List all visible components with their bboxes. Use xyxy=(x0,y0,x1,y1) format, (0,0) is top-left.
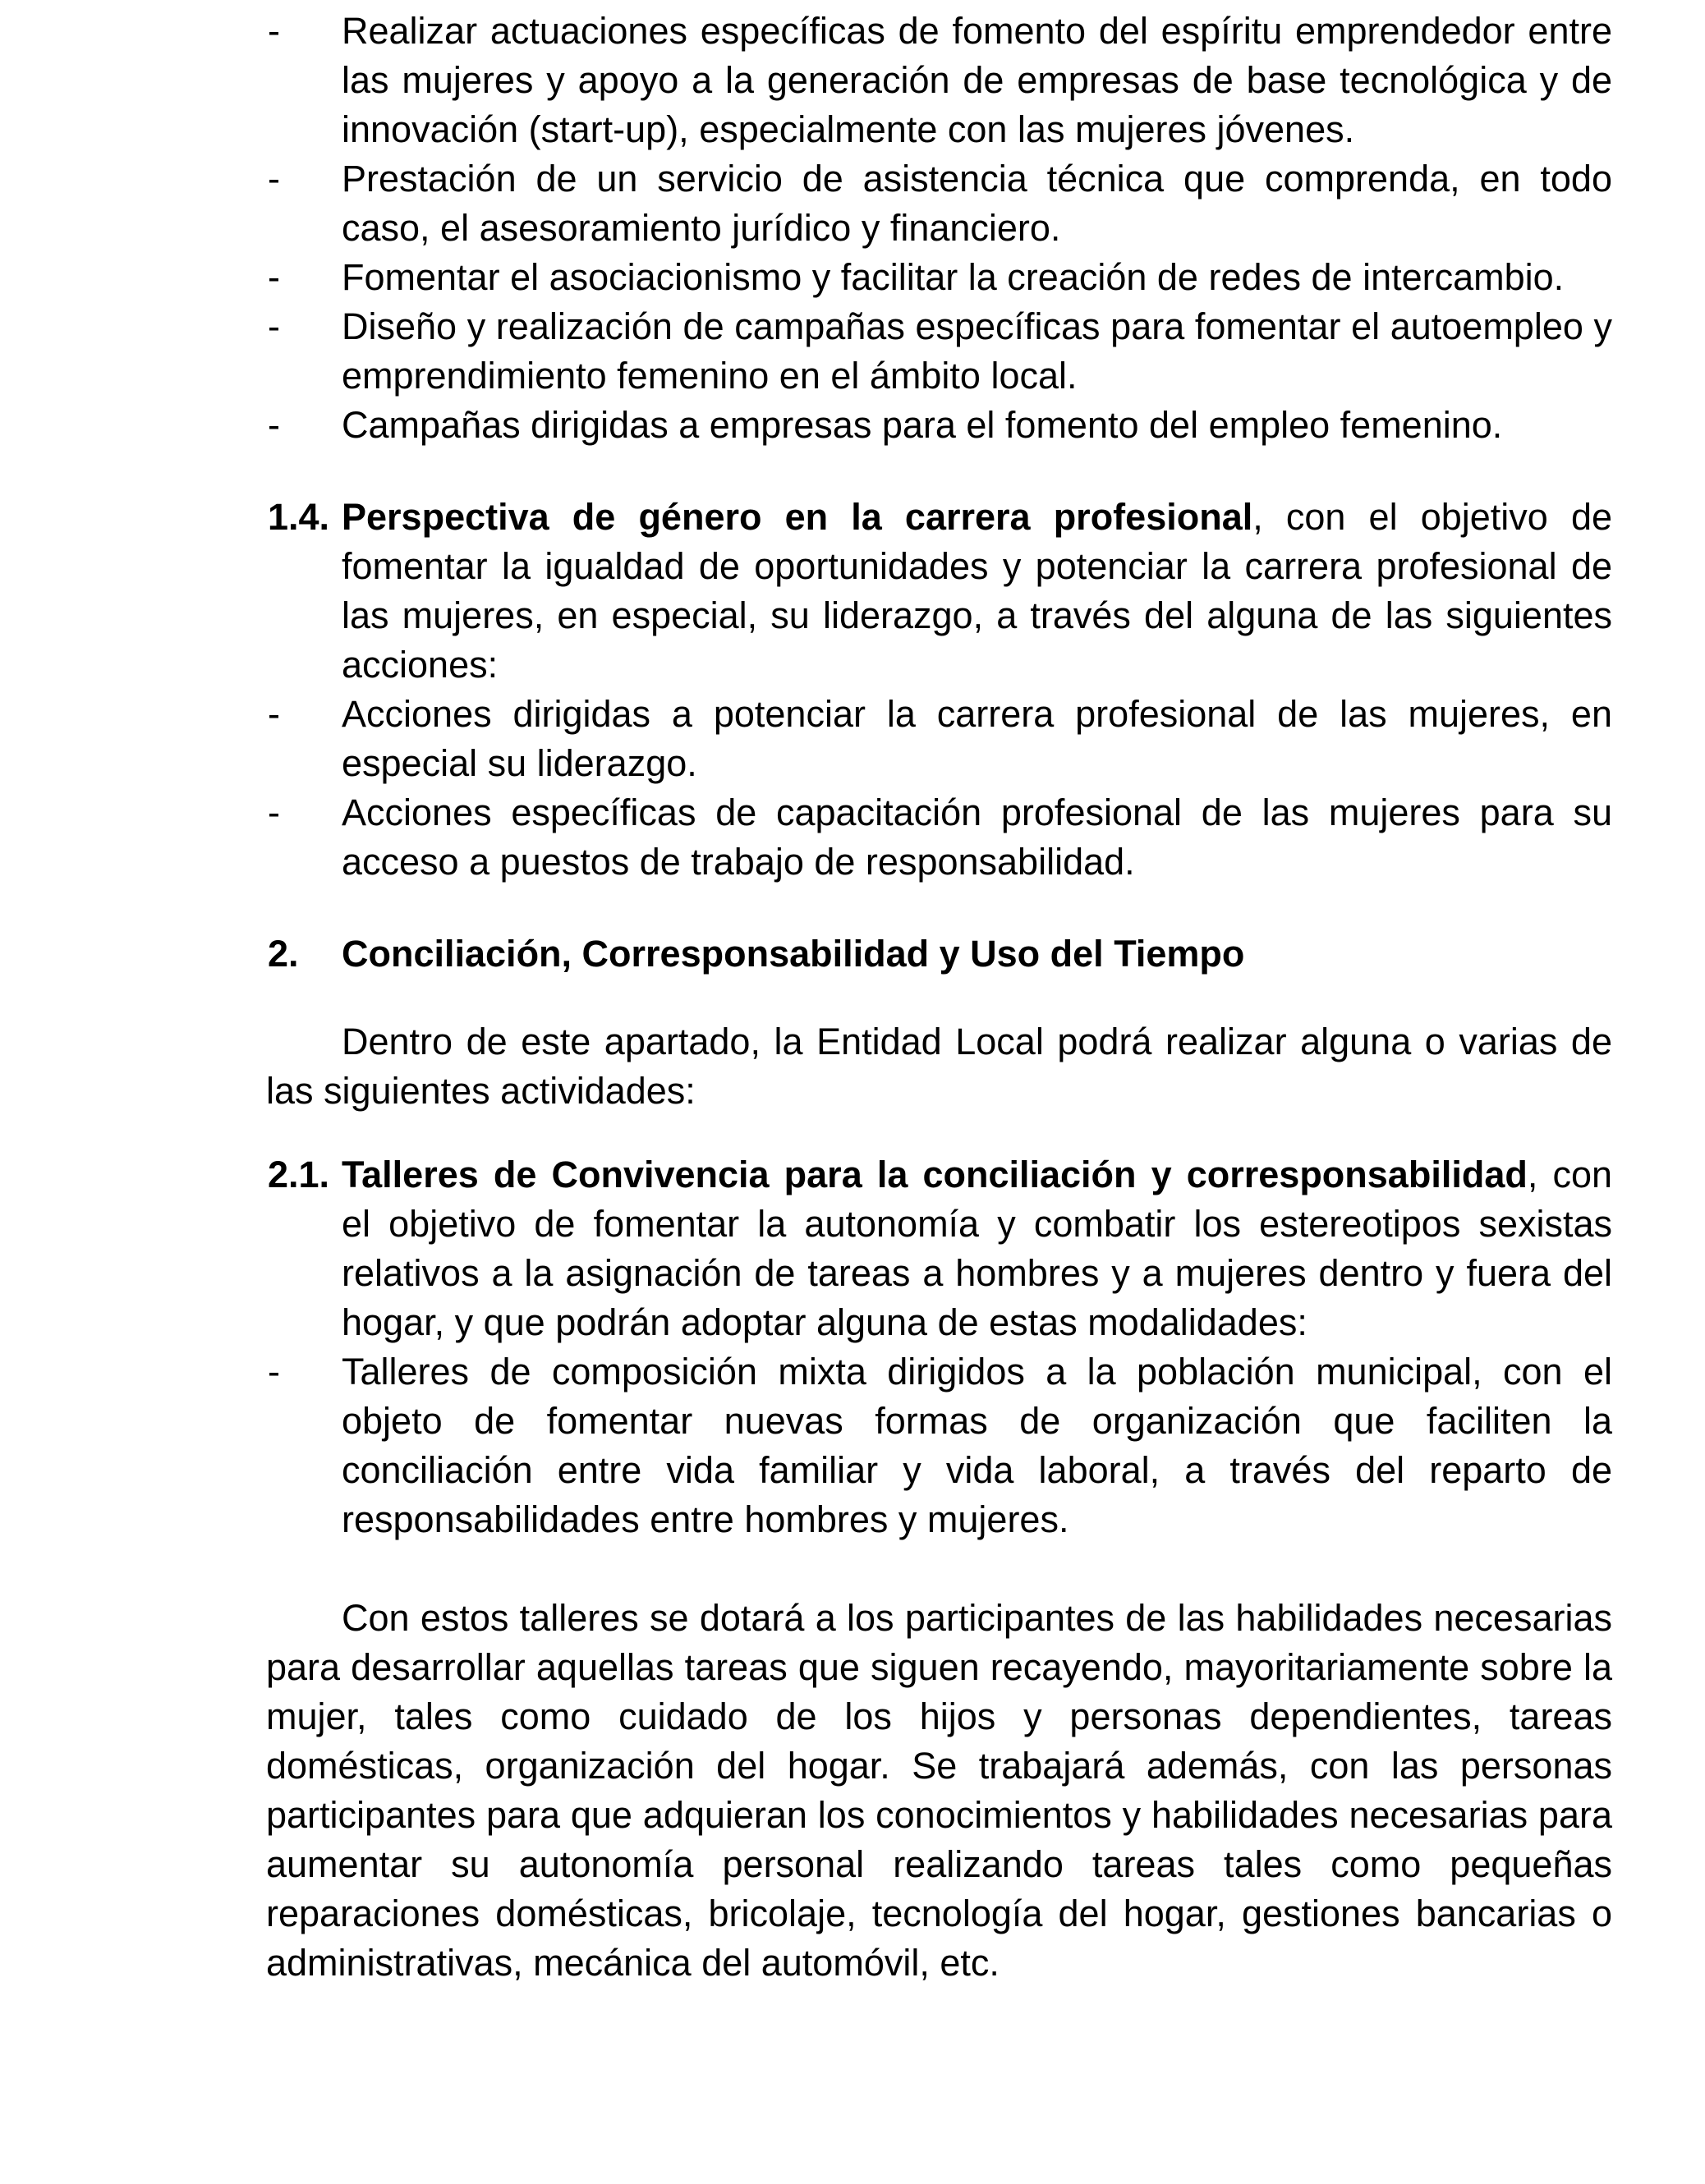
list-item xyxy=(266,154,1612,253)
list-item xyxy=(266,1347,1612,1544)
section-heading-1-4 xyxy=(266,493,1612,690)
section-title: Perspectiva de género en la carrera profesional xyxy=(342,496,1253,538)
bullet-dash: - xyxy=(268,404,280,446)
list-item xyxy=(266,253,1612,302)
list-item xyxy=(266,788,1612,887)
section-text: , con el objetivo de fomentar la igualdad de oportunidades y potenciar la carrera profesional de las mujeres, en especial, su liderazgo, a través del alguna de las siguientes acciones: xyxy=(342,496,1613,686)
bullet-dash: - xyxy=(268,791,280,833)
section-number: 2.1. xyxy=(268,1154,330,1195)
list-item-text: Talleres de composición mixta dirigidos a la población municipal, con el objeto de fomentar nuevas formas de organización que faciliten la conciliación entre vida familiar y vida laboral, a través del reparto de responsabilidades entre hombres y mujeres. xyxy=(342,1351,1612,1540)
list-item-text: Prestación de un servicio de asistencia técnica que comprenda, en todo caso, el asesoramiento jurídico y financiero. xyxy=(342,158,1612,249)
bullet-dash: - xyxy=(268,10,280,52)
section-text: , con el objetivo de fomentar la autonomía y combatir los estereotipos sexistas relativos a la asignación de tareas a hombres y a mujeres dentro y fuera del hogar, y que podrán adoptar alguna de estas modalidades: xyxy=(342,1154,1612,1343)
list-item-text: Campañas dirigidas a empresas para el fomento del empleo femenino. xyxy=(342,404,1503,446)
section-heading-2-1 xyxy=(266,1150,1612,1347)
list-item-text: Fomentar el asociacionismo y facilitar la creación de redes de intercambio. xyxy=(342,256,1565,298)
section-heading-2 xyxy=(266,929,1612,979)
list-item xyxy=(266,302,1612,401)
bullet-dash: - xyxy=(268,1351,280,1393)
bullet-dash: - xyxy=(268,256,280,298)
list-item-text: Diseño y realización de campañas específicas para fomentar el autoempleo y emprendimiento femenino en el ámbito local. xyxy=(342,305,1612,397)
bullet-dash: - xyxy=(268,693,280,735)
paragraph-intro: Dentro de este apartado, la Entidad Local podrá realizar alguna o varias de las siguientes actividades: xyxy=(266,1021,1612,1112)
bullet-dash: - xyxy=(268,158,280,200)
section-title: Conciliación, Corresponsabilidad y Uso del Tiempo xyxy=(342,933,1245,975)
section-number: 1.4. xyxy=(268,496,330,538)
list-item xyxy=(266,401,1612,450)
bullet-dash: - xyxy=(268,305,280,347)
list-item xyxy=(266,7,1612,154)
section-number: 2. xyxy=(268,933,299,975)
section-title: Talleres de Convivencia para la conciliación y corresponsabilidad xyxy=(342,1154,1528,1195)
paragraph-closing: Con estos talleres se dotará a los participantes de las habilidades necesarias para desarrollar aquellas tareas que siguen recayendo, mayoritariamente sobre la mujer, tales como cuidado de los hijos y personas dependientes, tareas domésticas, organización del hogar. Se trabajará además, con las personas participantes para que adquieran los conocimientos y habilidades necesarias para aumentar su autonomía personal realizando tareas tales como pequeñas reparaciones domésticas, bricolaje, tecnología del hogar, gestiones bancarias o administrativas, mecánica del automóvil, etc. xyxy=(266,1597,1612,1984)
list-item-text: Realizar actuaciones específicas de fomento del espíritu emprendedor entre las mujeres y apoyo a la generación de empresas de base tecnológica y de innovación (start-up), especialmente con las mujeres jóvenes. xyxy=(342,10,1612,150)
list-item xyxy=(266,690,1612,788)
list-item-text: Acciones dirigidas a potenciar la carrera profesional de las mujeres, en especial su liderazgo. xyxy=(342,693,1612,784)
list-item-text: Acciones específicas de capacitación profesional de las mujeres para su acceso a puestos de trabajo de responsabilidad. xyxy=(342,791,1612,883)
